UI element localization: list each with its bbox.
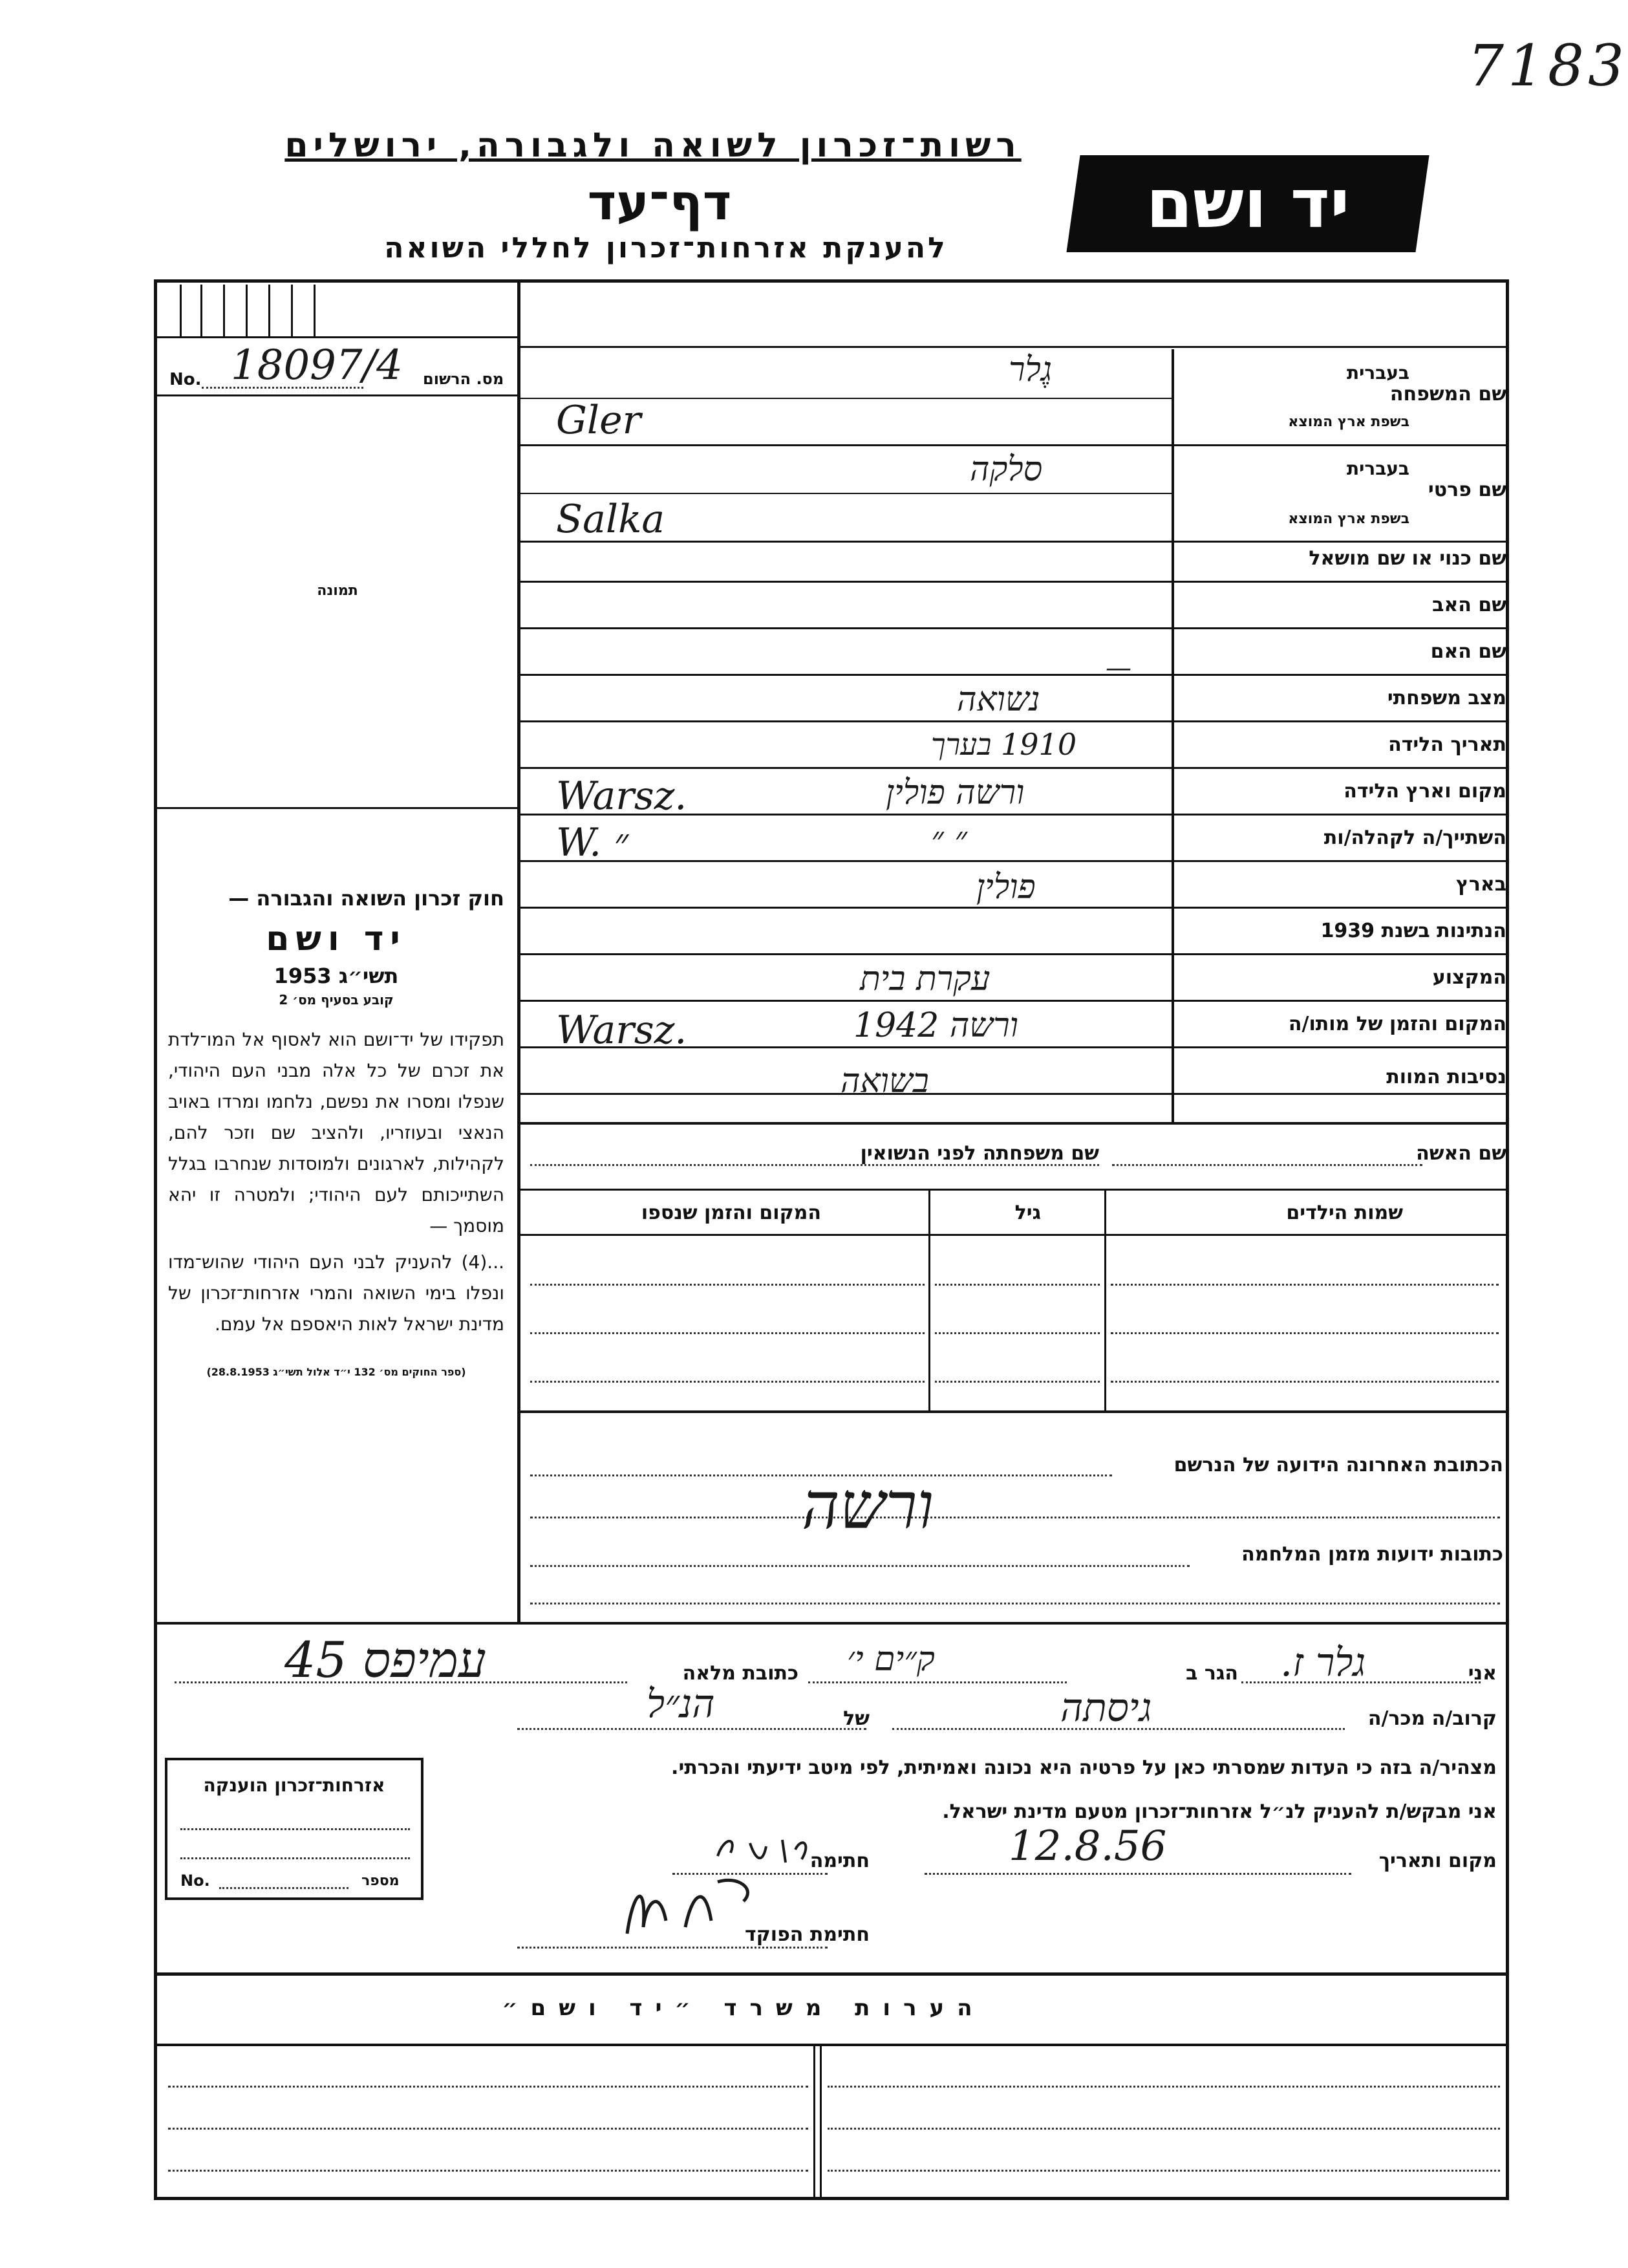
- declarant-name-value: גלר ז.: [1280, 1640, 1366, 1685]
- office-notes-title: הערות משרד ״יד ושם״: [502, 1995, 985, 2021]
- law-section: [168, 886, 504, 1378]
- mother-name-value: —: [1106, 653, 1131, 683]
- declaration-statement-1: מצהיר/ה בזה כי העדות שמסרתי כאן על פרטיה היא נכונה ואמיתית, לפי מיטב ידיעתי והכרתי.: [671, 1756, 1497, 1779]
- place-date-label: מקום ותאריך: [1378, 1850, 1497, 1872]
- registration-number-cell: [169, 341, 512, 394]
- birth-place-hebrew-value: ורשה פולין: [886, 773, 1025, 812]
- marital-status-value: נשואה: [957, 680, 1040, 719]
- first-name-origin-label: בשפת ארץ המוצא: [1288, 511, 1409, 527]
- citizenship-1939-label: הנתינות בשנת 1939: [1320, 920, 1506, 942]
- lives-in-value: ק״ים י׳: [847, 1640, 935, 1679]
- family-name-label: שם המשפחה: [1389, 383, 1506, 405]
- children-names-header: שמות הילדים: [1286, 1202, 1403, 1224]
- children-place-time-header: המקום והזמן שנספו: [641, 1202, 821, 1224]
- citizenship-box-title: אזרחות־זכרון הוענקה: [203, 1775, 385, 1796]
- of-value: הנ״ל: [647, 1681, 715, 1727]
- community-label: השתייך/ה לקהלה/ות: [1323, 826, 1506, 849]
- profession-value: עקרת בית: [860, 960, 991, 999]
- marital-status-label: מצב משפחתי: [1387, 687, 1506, 709]
- death-circumstances-label: נסיבות המוות: [1386, 1066, 1506, 1088]
- community-latin-value: W. ״: [556, 820, 629, 865]
- family-name-hebrew-value: גֶלר: [1009, 351, 1053, 389]
- death-place-time-label: המקום והזמן של מותו/ה: [1288, 1013, 1506, 1035]
- form-title: דף־עד: [587, 173, 732, 231]
- declarant-label: אני: [1468, 1662, 1497, 1685]
- authority-title: רשות־זכרון לשואה ולגבורה, ירושלים: [284, 126, 1022, 165]
- last-address-label: הכתובת האחרונה הידועה של הנרשם: [1173, 1454, 1503, 1476]
- law-text-1: תפקידו של יד־ושם הוא לאסוף אל המו־לדת את זכרם של כל אלה מבני העם היהודי, שנפלו ומסרו את נפשם, נלחמו ומרדו באויב הנאצי ובעוזריו, ולהציב שם וזכר להם, לקהילות, לארגונים ולמוסדות שנחרבו בגלל השתייכותם לעם היהודי; ולמטרה זו יהא מוסמך —: [168, 1029, 504, 1237]
- birth-date-value: 1910 בערך: [931, 727, 1077, 762]
- law-year: תשי״ג 1953: [273, 964, 399, 988]
- relative-label: קרוב/ה מכר/ה: [1367, 1707, 1497, 1730]
- full-address-value: עמיפס 45: [284, 1631, 486, 1689]
- photo-area: [157, 396, 518, 807]
- first-name-hebrew-value: סלקה: [970, 450, 1043, 489]
- death-place-hebrew-value: ורשה 1942: [853, 1006, 1019, 1045]
- declaration-statement-2: אני מבקש/ת להעניק לנ״ל אזרחות־זכרון מטעם מדינת ישראל.: [942, 1800, 1497, 1823]
- first-name-hebrew-label: בעברית: [1346, 458, 1409, 479]
- officer-signature-label: חתימת הפוקד: [745, 1923, 870, 1946]
- death-circumstances-value: בשואה: [841, 1062, 929, 1101]
- of-label: של: [843, 1707, 870, 1730]
- children-age-header: גיל: [1014, 1202, 1041, 1224]
- law-citation: (ספר החוקים מס׳ 132 י״ד אלול תשי״ג 28.8.1953): [206, 1366, 466, 1378]
- law-text-2: ...(4) להעניק לבני העם היהודי שהוש־מדו ונפלו בימי השואה והמרי אזרחות־זכרון של מדינת ישראל לאות היאספם אל עמם.: [168, 1251, 504, 1335]
- citizenship-number-label: מספר: [361, 1873, 400, 1889]
- mother-name-label: שם האם: [1430, 640, 1506, 663]
- war-addresses-label: כתובות ידועות מזמן המלחמה: [1241, 1543, 1503, 1566]
- nickname-label: שם כנוי או שם מושאל: [1309, 547, 1506, 570]
- citizenship-no-label: No.: [180, 1872, 210, 1890]
- form-subtitle: להענקת אזרחות־זכרון לחללי השואה: [384, 232, 948, 265]
- wife-name-label: שם האשה: [1416, 1142, 1506, 1165]
- signature-label: חתימה: [809, 1850, 870, 1872]
- registration-label-he: מס. הרשום: [423, 370, 504, 388]
- community-hebrew-value: ״ ״: [931, 820, 968, 859]
- death-place-latin-value: Warsz.: [556, 1008, 687, 1053]
- law-title: חוק זכרון השואה והגבורה —: [228, 886, 504, 911]
- officer-signature: [608, 1863, 763, 1947]
- family-name-origin-label: בשפת ארץ המוצא: [1288, 414, 1409, 430]
- birth-place-latin-value: Warsz.: [556, 773, 687, 819]
- family-name-latin-value: Gler: [556, 398, 641, 443]
- registration-label-en: No.: [169, 370, 202, 389]
- first-name-latin-value: Salka: [556, 497, 665, 542]
- country-value: פולין: [976, 868, 1036, 907]
- relative-value: גיסתה: [1060, 1685, 1152, 1731]
- lives-in-label: הגר ב: [1186, 1662, 1238, 1685]
- family-name-hebrew-label: בעברית: [1346, 362, 1409, 383]
- birth-place-label: מקום וארץ הלידה: [1344, 780, 1506, 803]
- father-name-label: שם האב: [1432, 594, 1506, 616]
- profession-label: המקצוע: [1432, 966, 1506, 989]
- yad-vashem-logo: [1066, 155, 1429, 252]
- logo-text: יד ושם: [1146, 164, 1350, 243]
- registration-value: 18097/4: [231, 341, 403, 389]
- birth-date-label: תאריך הלידה: [1388, 733, 1506, 756]
- country-label: בארץ: [1455, 873, 1506, 896]
- last-address-value: ורשה: [802, 1468, 934, 1544]
- first-name-label: שם פרטי: [1428, 479, 1506, 501]
- citizenship-granted-box: [165, 1758, 423, 1900]
- full-address-label: כתובת מלאה: [682, 1662, 798, 1685]
- archive-number: 7183: [1468, 32, 1628, 99]
- place-date-value: 12.8.56: [1009, 1822, 1167, 1870]
- law-clause: קובע בסעיף מס׳ 2: [279, 992, 394, 1008]
- photo-label: תמונה: [317, 583, 358, 599]
- law-name: יד ושם: [266, 920, 407, 958]
- maiden-name-label: שם משפחתה לפני הנשואין: [860, 1142, 1099, 1165]
